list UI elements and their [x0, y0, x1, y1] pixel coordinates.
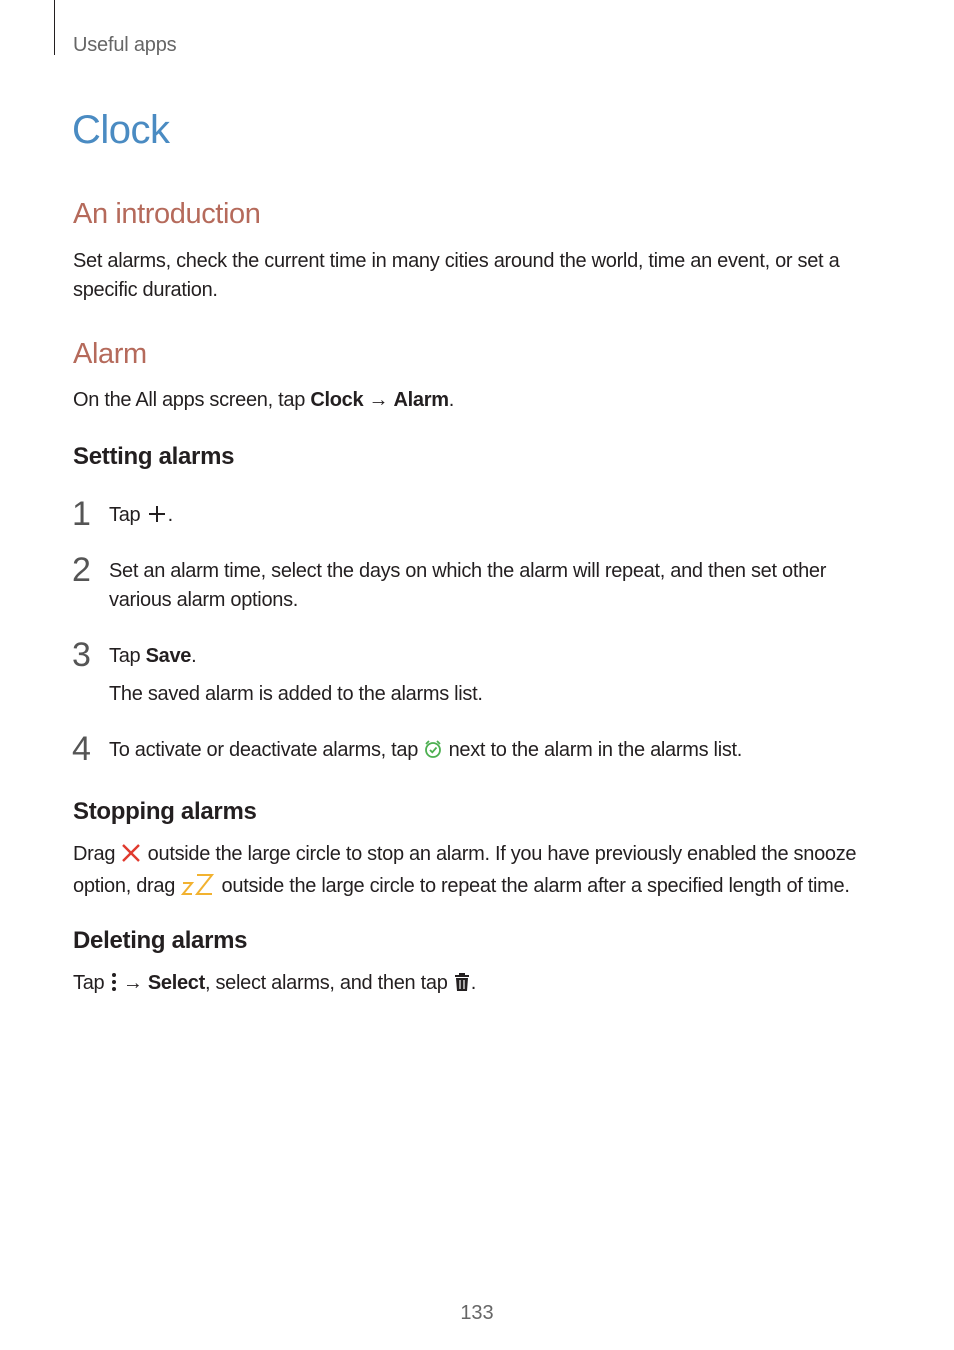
alarm-nav-prefix: On the All apps screen, tap [73, 389, 311, 411]
plus-icon [146, 504, 168, 533]
header-rule [54, 0, 55, 55]
alarm-heading: Alarm [73, 338, 147, 370]
deleting-alarms-text [73, 969, 873, 1001]
alarm-clock-icon [423, 739, 443, 768]
deleting-part3: . [470, 972, 477, 994]
page-number: 133 [460, 1302, 494, 1324]
page-title: Clock [72, 108, 170, 152]
stopping-part3: outside the large circle to repeat the alarm after a specified length of time. [216, 875, 850, 897]
deleting-bold: Select [147, 972, 205, 994]
deleting-alarms-heading: Deleting alarms [73, 927, 248, 954]
step-3-text [109, 642, 869, 671]
intro-text: Set alarms, check the current time in many cities around the world, time an event, or set a specific duration. [73, 250, 840, 301]
step-1-number: 1 [72, 495, 91, 533]
step-3-number: 3 [72, 636, 91, 674]
step-4-number: 4 [72, 730, 91, 768]
close-x-icon [120, 843, 142, 872]
step-2-number: 2 [72, 551, 91, 589]
step-1-suffix: . [167, 504, 173, 526]
intro-heading: An introduction [73, 198, 261, 230]
step-4-suffix: next to the alarm in the alarms list. [443, 739, 743, 761]
stopping-part1: Drag [73, 843, 121, 865]
alarm-nav-text [73, 386, 873, 415]
step-3-suffix: . [191, 645, 197, 667]
deleting-part1: Tap [73, 972, 110, 994]
step-3-note: The saved alarm is added to the alarms list. [109, 683, 483, 705]
step-3-bold: Save [145, 645, 192, 667]
alarm-nav-arrow: → [368, 389, 389, 411]
more-options-icon [110, 972, 118, 1001]
step-1-text [109, 501, 869, 533]
deleting-part2: , select alarms, and then tap [204, 972, 453, 994]
deleting-arrow: → [117, 972, 148, 994]
alarm-nav-period: . [448, 389, 454, 411]
step-3-prefix: Tap [109, 645, 146, 667]
step-1-prefix: Tap [109, 504, 146, 526]
snooze-zz-icon [180, 873, 216, 904]
stopping-alarms-heading: Stopping alarms [73, 798, 257, 825]
stopping-part2: outside the large circle to stop an alarm. If you have previously enabled the snooze option, drag [73, 843, 857, 897]
step-4-prefix: To activate or deactivate alarms, tap [109, 739, 424, 761]
section-header: Useful apps [73, 34, 177, 56]
setting-alarms-heading: Setting alarms [73, 443, 235, 470]
stopping-alarms-text [73, 840, 873, 904]
step-2-text: Set an alarm time, select the days on which the alarm will repeat, and then set other various alarm options. [109, 560, 827, 611]
alarm-nav-app: Clock [310, 389, 364, 411]
alarm-nav-target: Alarm [393, 389, 449, 411]
step-4-text [109, 736, 869, 768]
trash-icon [453, 972, 471, 1001]
